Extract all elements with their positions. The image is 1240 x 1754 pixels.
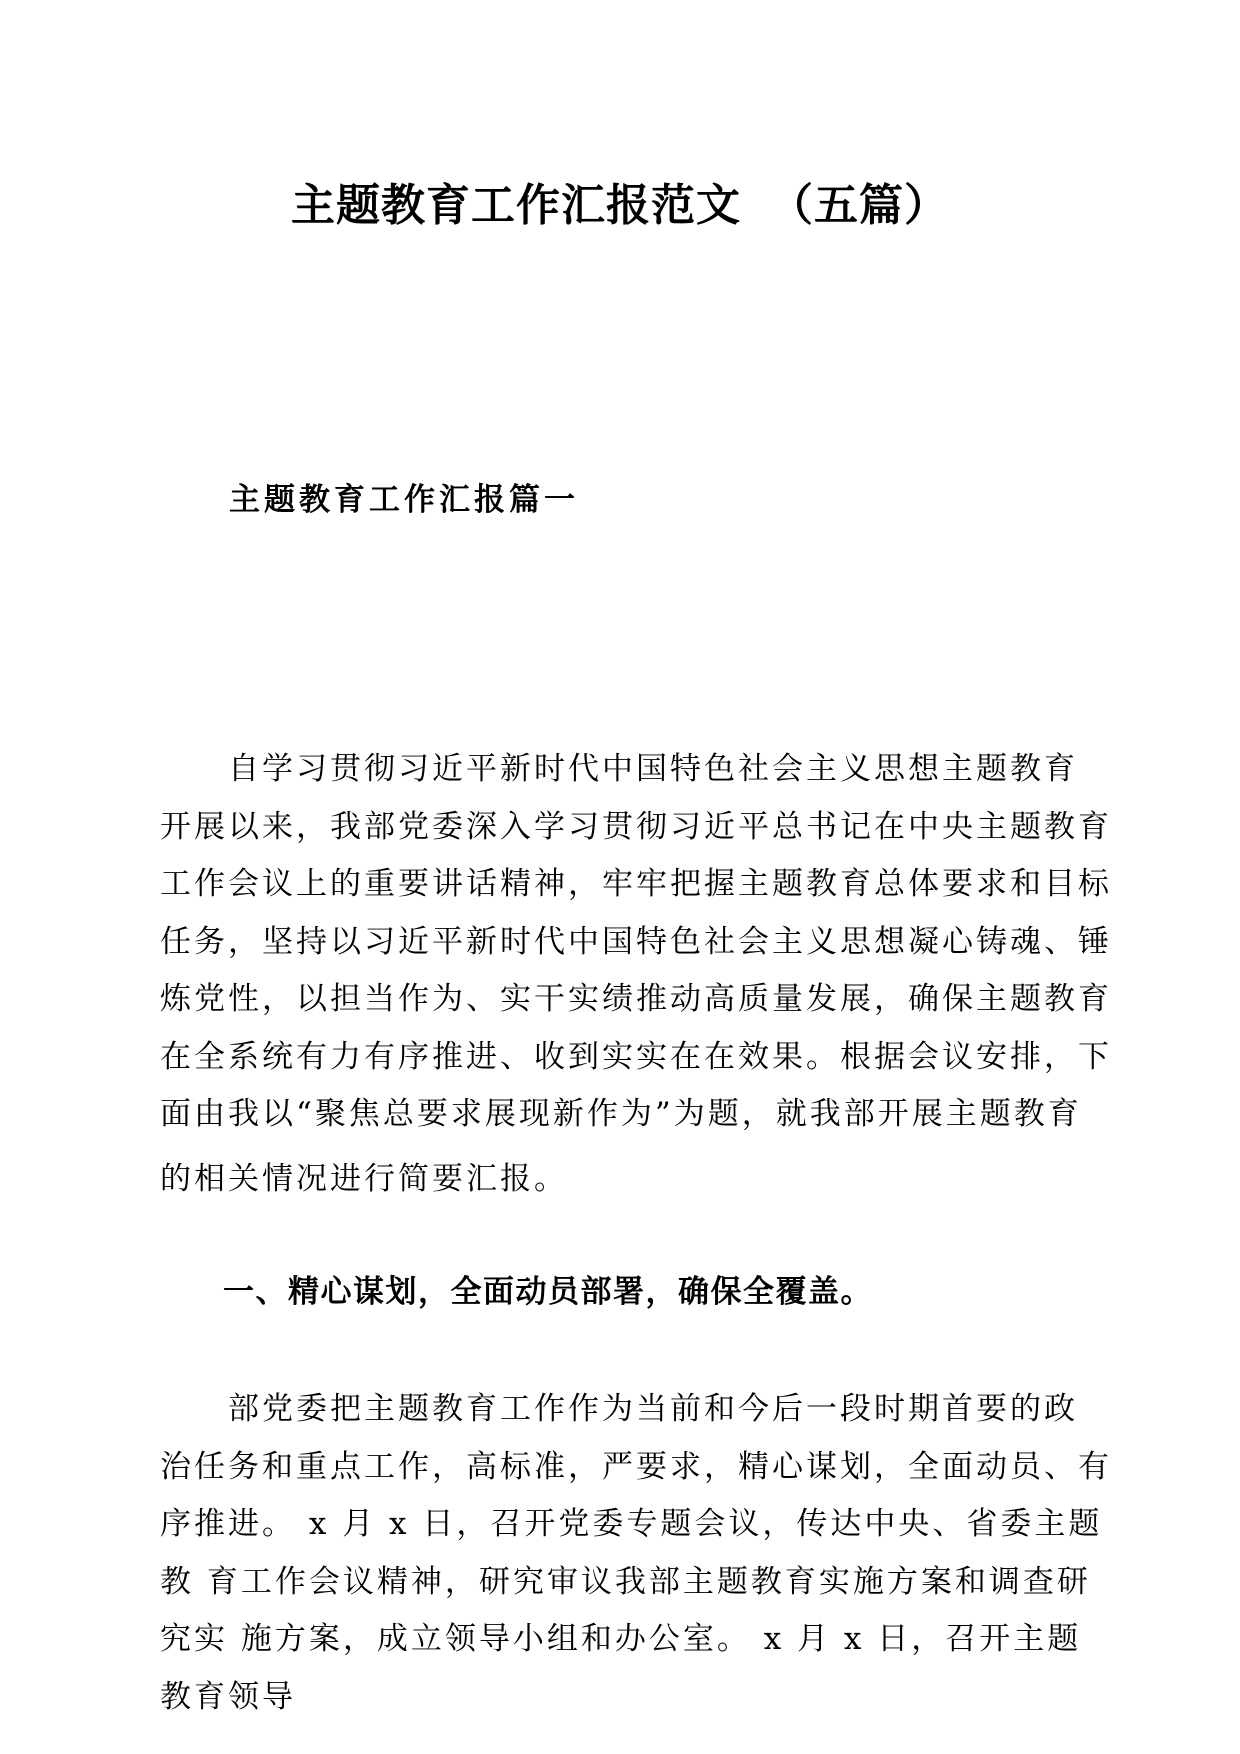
- paragraph-line: 任务，坚持以习近平新时代中国特色社会主义思想凝心铸魂、锤: [160, 923, 1112, 960]
- paragraph-line: 面由我以“聚焦总要求展现新作为”为题，就我部开展主题教育: [160, 1096, 1082, 1132]
- paragraph-intro: [160, 741, 1112, 1208]
- document-title: [0, 176, 1240, 236]
- paragraph-line: 自学习贯彻习近平新时代中国特色社会主义思想主题教育: [228, 751, 1078, 787]
- paragraph-line: 治任务和重点工作，高标准，严要求，精心谋划，全面动员、有: [160, 1448, 1112, 1485]
- heading-one: 一、精心谋划，全面动员部署，确保全覆盖。: [223, 1274, 873, 1310]
- paragraph-line: 在全系统有力有序推进、收到实实在在效果。根据会议安排，下: [160, 1038, 1112, 1075]
- paragraph-line: 的相关情况进行简要汇报。: [160, 1160, 568, 1197]
- document-title-suffix: （五篇）: [769, 180, 949, 231]
- paragraph-line: 教育领导: [160, 1678, 296, 1715]
- paragraph-line: 部党委把主题教育工作作为当前和今后一段时期首要的政: [228, 1391, 1078, 1427]
- paragraph-line: 序推进。 x 月 x 日，召开党委专题会议，传达中央、省委主题: [160, 1506, 1103, 1542]
- paragraph-line: 开展以来，我部党委深入学习贯彻习近平总书记在中央主题教育: [160, 808, 1112, 845]
- paragraph-deployment: [160, 1381, 1112, 1726]
- paragraph-line: 教 育工作会议精神，研究审议我部主题教育实施方案和调查研: [160, 1563, 1091, 1600]
- paragraph-line: 炼党性，以担当作为、实干实绩推动高质量发展，确保主题教育: [160, 981, 1112, 1017]
- paragraph-line: 究实 施方案，成立领导小组和办公室。 x 月 x 日，召开主题: [160, 1621, 1082, 1657]
- document-title-main: 主题教育工作汇报范文: [291, 180, 741, 231]
- paragraph-line: 工作会议上的重要讲话精神，牢牢把握主题教育总体要求和目标: [160, 866, 1112, 902]
- section-title: 主题教育工作汇报篇一: [229, 482, 579, 518]
